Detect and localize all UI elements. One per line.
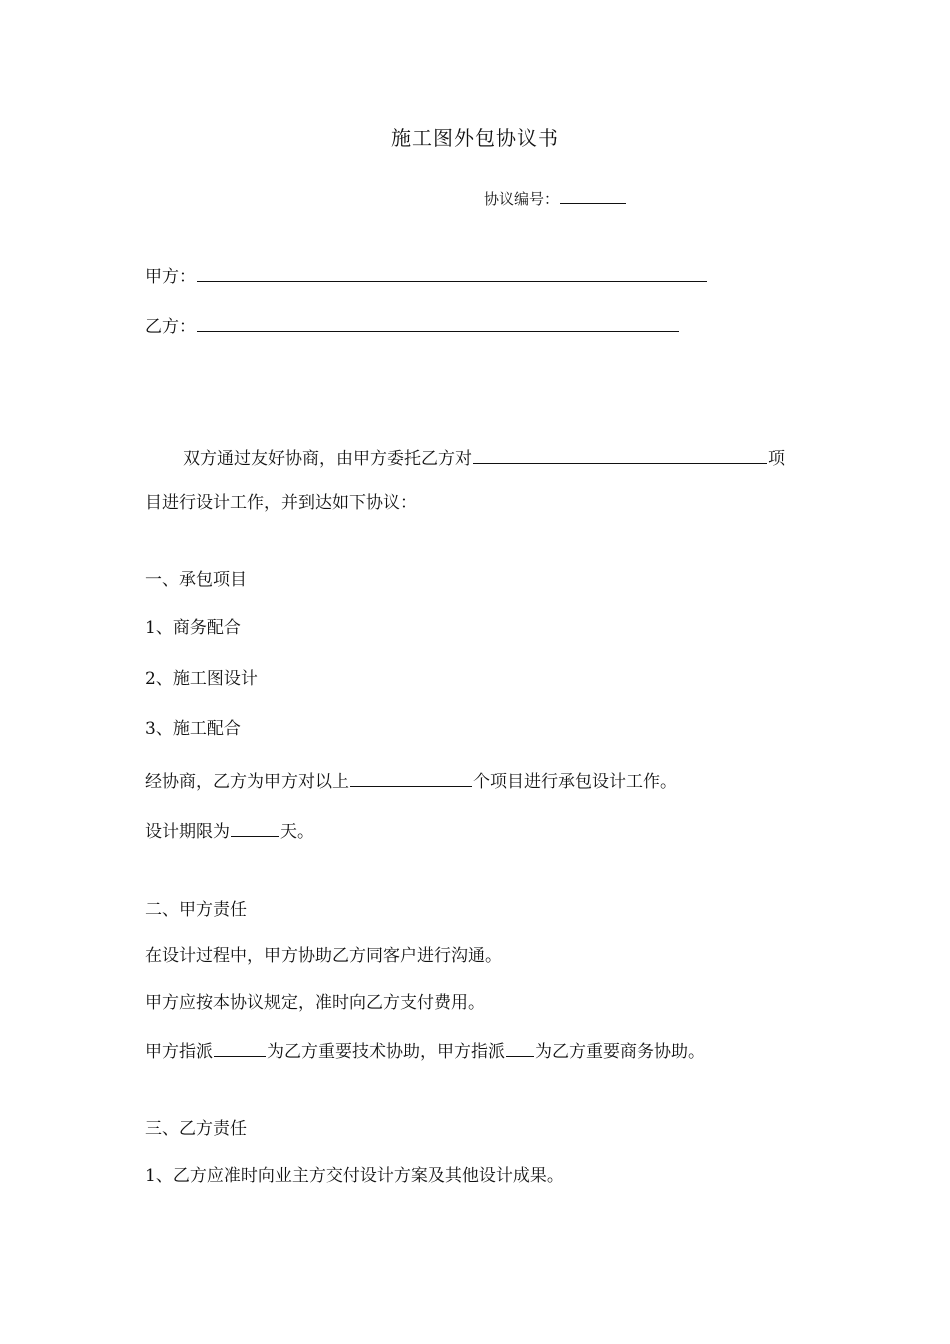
party-b-line xyxy=(145,314,680,338)
section-1-heading: 一、承包项目 xyxy=(145,570,247,590)
party-b-label: 乙方： xyxy=(145,317,196,337)
section-2-heading: 二、甲方责任 xyxy=(145,900,247,920)
period-text-2: 天。 xyxy=(280,822,314,842)
technical-assist-blank[interactable] xyxy=(214,1039,266,1057)
party-a-label: 甲方： xyxy=(145,267,196,287)
intro-text-2: 项 xyxy=(768,449,785,469)
intro-line-2: 目进行设计工作，并到达如下协议： xyxy=(145,493,417,513)
section-1-period xyxy=(145,819,314,843)
section-1-item-2: 2、施工图设计 xyxy=(145,669,258,689)
party-a-line xyxy=(145,264,708,288)
assign-text-2: 为乙方重要技术协助，甲方指派 xyxy=(267,1042,505,1062)
section-2-line-2: 甲方应按本协议规定，准时向乙方支付费用。 xyxy=(145,993,485,1013)
project-count-blank[interactable] xyxy=(350,769,472,787)
section-1-summary xyxy=(145,769,677,793)
document-title: 施工图外包协议书 xyxy=(391,126,559,150)
section-2-line-3 xyxy=(145,1039,705,1063)
party-b-blank[interactable] xyxy=(197,314,679,332)
project-name-blank[interactable] xyxy=(473,446,767,464)
business-assist-blank[interactable] xyxy=(506,1039,534,1057)
party-a-blank[interactable] xyxy=(197,264,707,282)
section-3-line-1: 1、乙方应准时向业主方交付设计方案及其他设计成果。 xyxy=(145,1166,564,1186)
assign-text-1: 甲方指派 xyxy=(145,1042,213,1062)
design-period-blank[interactable] xyxy=(231,819,279,837)
section-1-item-3: 3、施工配合 xyxy=(145,719,241,739)
assign-text-3: 为乙方重要商务协助。 xyxy=(535,1042,705,1062)
period-text-1: 设计期限为 xyxy=(145,822,230,842)
summary-text-1: 经协商，乙方为甲方对以上 xyxy=(145,772,349,792)
agreement-number-label: 协议编号： xyxy=(484,190,560,208)
section-2-line-1: 在设计过程中，甲方协助乙方同客户进行沟通。 xyxy=(145,946,502,966)
agreement-number-blank[interactable] xyxy=(560,189,626,204)
section-1-item-1: 1、商务配合 xyxy=(145,618,241,638)
intro-text-1: 双方通过友好协商，由甲方委托乙方对 xyxy=(183,449,472,469)
summary-text-2: 个项目进行承包设计工作。 xyxy=(473,772,677,792)
intro-line-1 xyxy=(183,446,785,470)
section-3-heading: 三、乙方责任 xyxy=(145,1119,247,1139)
agreement-number-line xyxy=(484,188,627,209)
